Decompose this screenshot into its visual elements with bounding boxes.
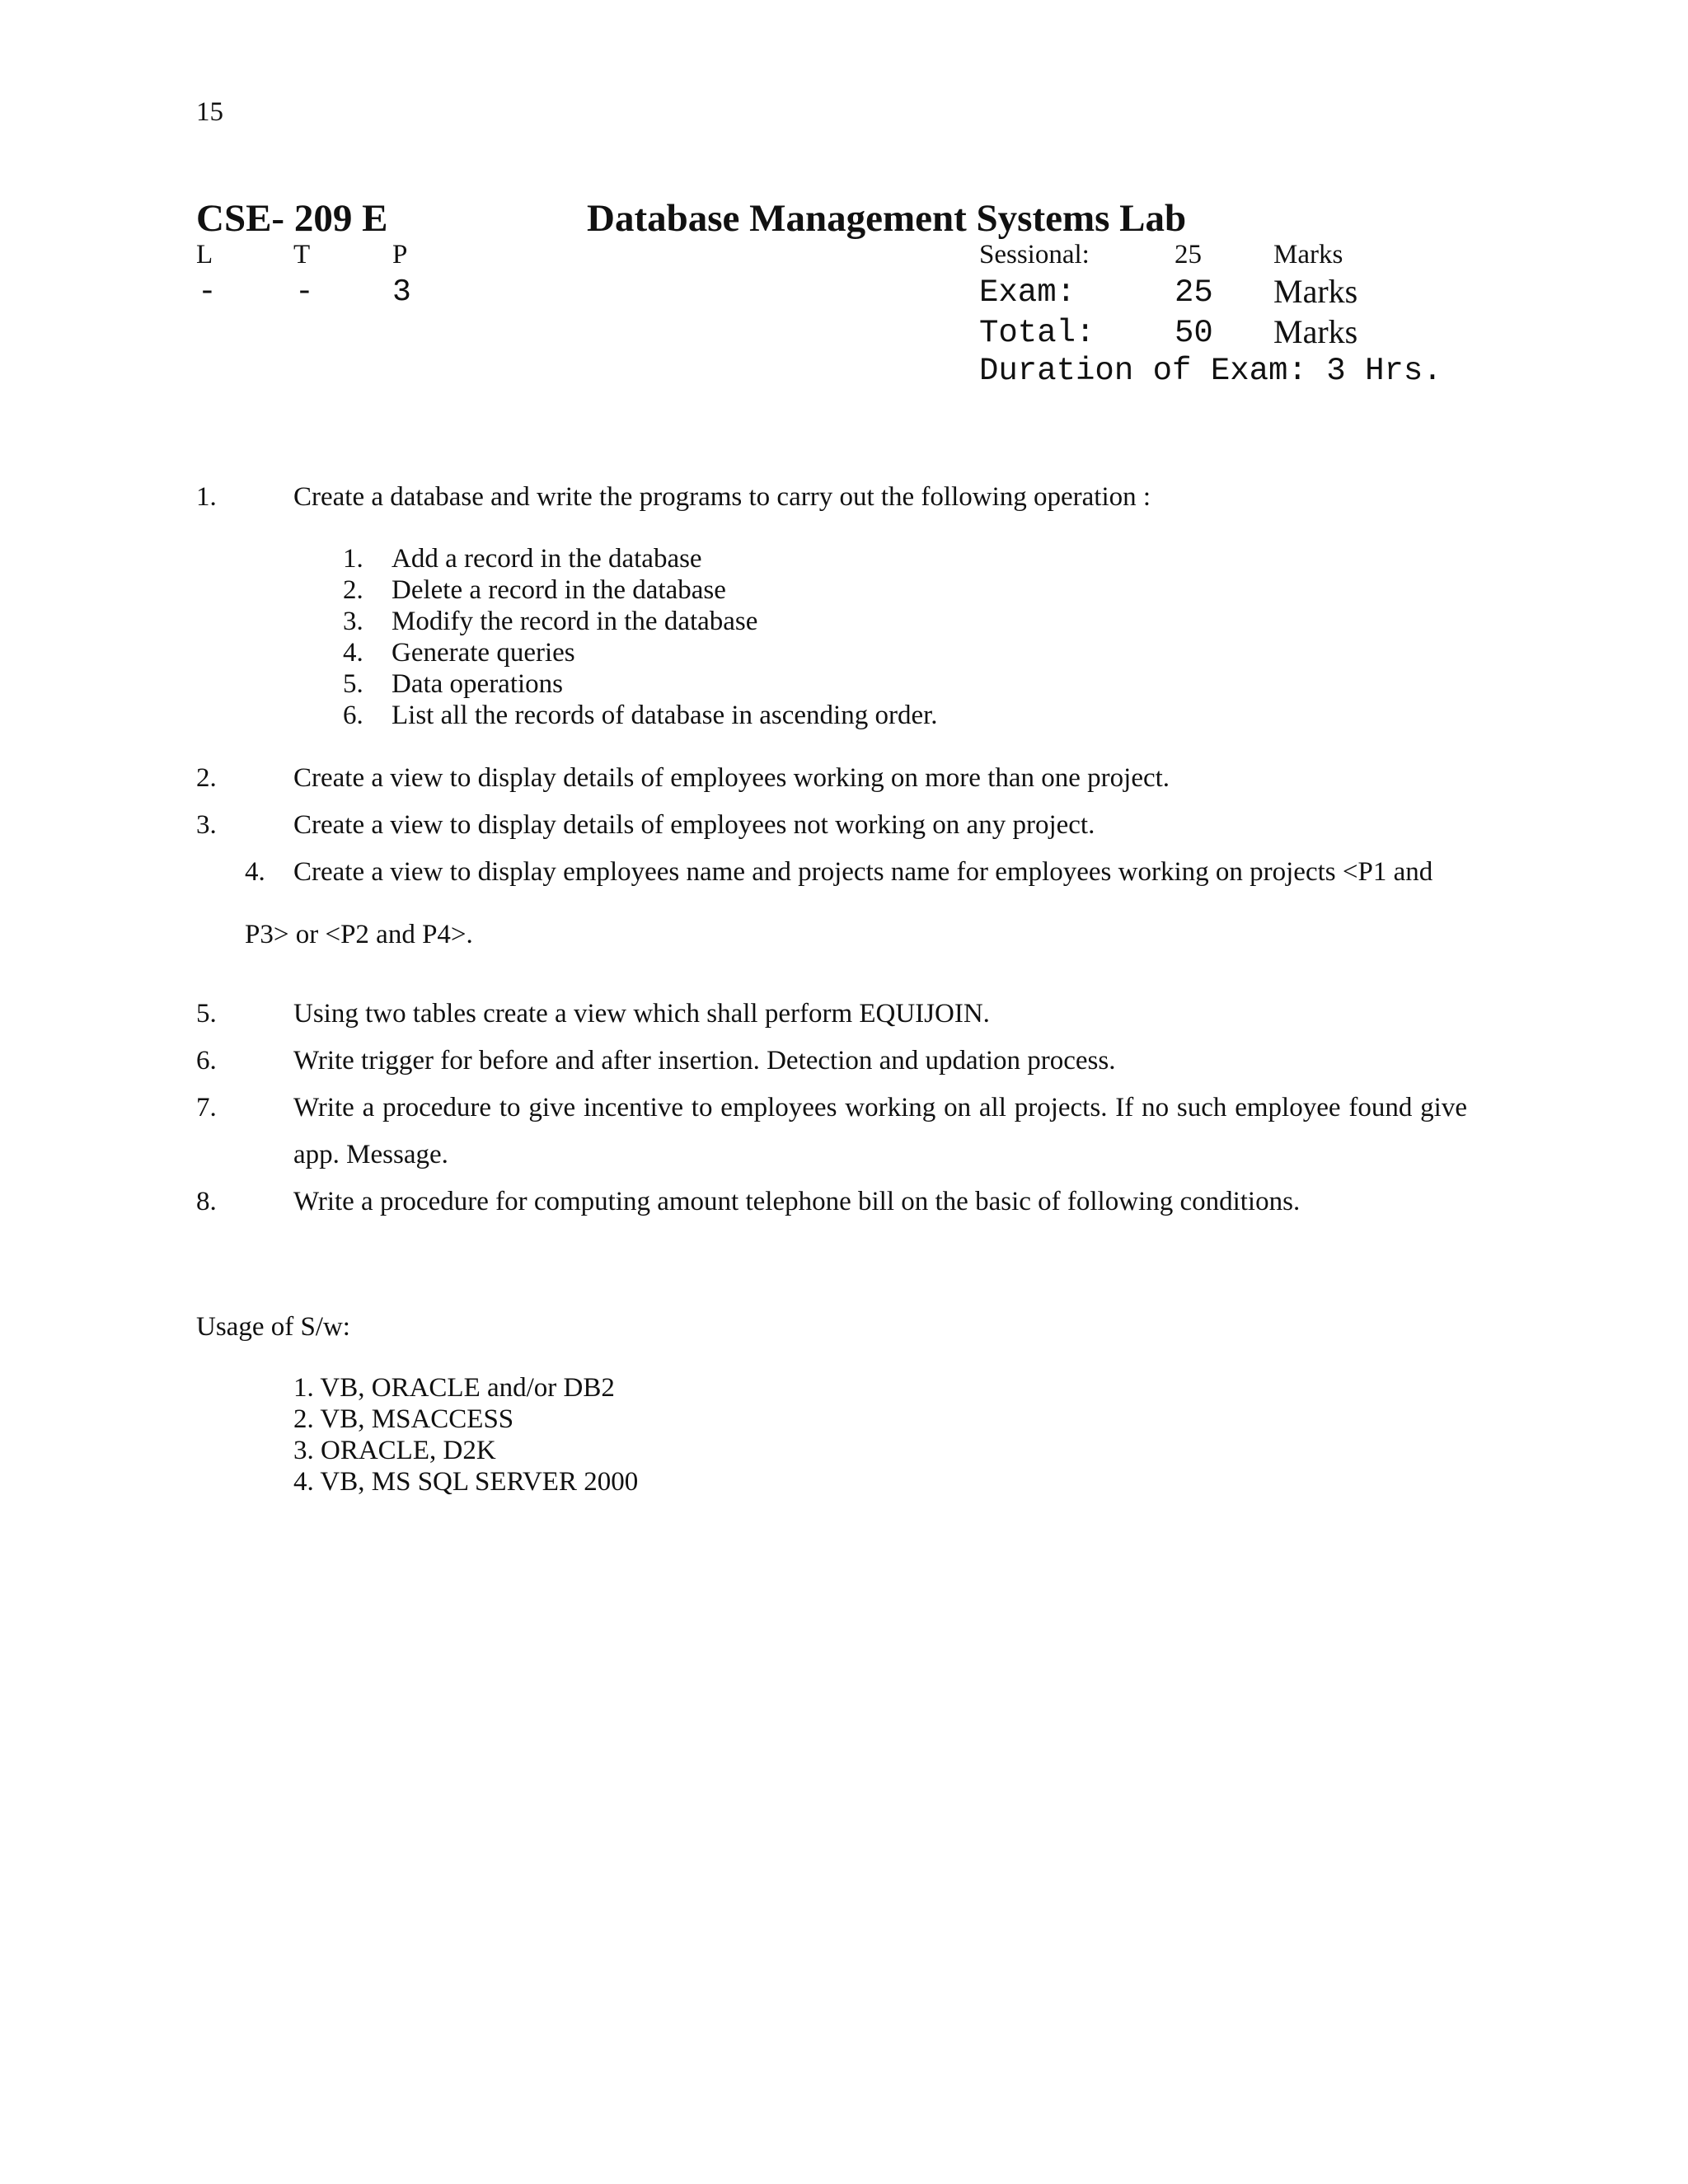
ltp-l-label: L: [196, 240, 213, 269]
software-item: 1. VB, ORACLE and/or DB2: [293, 1373, 615, 1403]
ltp-t-value: -: [295, 274, 314, 310]
list-item-number: 3.: [343, 607, 363, 636]
sessional-value: 25: [1175, 240, 1202, 269]
list-item: Generate queries: [392, 638, 575, 668]
course-title: Database Management Systems Lab: [587, 197, 1187, 240]
ltp-p-label: P: [392, 240, 408, 269]
total-value: 50: [1175, 315, 1213, 351]
experiment-number: 7.: [196, 1093, 217, 1122]
experiment-text-line-1: Create a view to display employees name and projects name for employees working on projects <P1 and: [293, 857, 1433, 887]
list-item-number: 1.: [343, 544, 363, 574]
page-number: 15: [196, 97, 223, 127]
sessional-unit: Marks: [1273, 240, 1343, 269]
total-unit: Marks: [1273, 313, 1358, 350]
list-item: Modify the record in the database: [392, 607, 758, 636]
software-item: 4. VB, MS SQL SERVER 2000: [293, 1467, 639, 1497]
experiment-number: 3.: [196, 810, 217, 840]
software-item: 3. ORACLE, D2K: [293, 1436, 496, 1465]
list-item: Delete a record in the database: [392, 575, 726, 605]
total-label: Total:: [979, 315, 1095, 351]
exam-unit: Marks: [1273, 273, 1358, 310]
list-item: Add a record in the database: [392, 544, 702, 574]
sessional-label: Sessional:: [979, 240, 1090, 269]
exam-value: 25: [1175, 274, 1213, 311]
exam-duration: Duration of Exam: 3 Hrs.: [979, 353, 1442, 389]
experiment-text-line-1: Write a procedure to give incentive to employees working on all projects. If no such employee found give: [293, 1093, 1467, 1122]
list-item-number: 5.: [343, 669, 363, 699]
experiment-text: Create a view to display details of employees working on more than one project.: [293, 763, 1170, 793]
software-item: 2. VB, MSACCESS: [293, 1404, 514, 1434]
experiment-number: 5.: [196, 999, 217, 1029]
software-heading: Usage of S/w:: [196, 1312, 350, 1342]
experiment-text: Write trigger for before and after insertion. Detection and updation process.: [293, 1046, 1116, 1076]
exam-label: Exam:: [979, 274, 1076, 311]
experiment-text-line-2: P3> or <P2 and P4>.: [245, 920, 473, 949]
experiment-number: 6.: [196, 1046, 217, 1076]
list-item: Data operations: [392, 669, 564, 699]
ltp-t-label: T: [293, 240, 311, 269]
experiment-text: Create a database and write the programs to carry out the following operation :: [293, 482, 1151, 512]
experiment-text: Using two tables create a view which shall perform EQUIJOIN.: [293, 999, 990, 1029]
course-code: CSE- 209 E: [196, 197, 388, 240]
ltp-l-value: -: [198, 274, 217, 310]
experiment-text: Write a procedure for computing amount telephone bill on the basic of following conditions.: [293, 1187, 1301, 1216]
experiment-number: 1.: [196, 482, 217, 512]
list-item-number: 6.: [343, 701, 363, 730]
experiment-number: 4.: [245, 857, 265, 887]
list-item-number: 2.: [343, 575, 363, 605]
experiment-number: 8.: [196, 1187, 217, 1216]
list-item-number: 4.: [343, 638, 363, 668]
experiment-number: 2.: [196, 763, 217, 793]
experiment-text-line-2: app. Message.: [293, 1140, 448, 1169]
ltp-p-value: 3: [392, 274, 411, 310]
list-item: List all the records of database in ascending order.: [392, 701, 938, 730]
experiment-text: Create a view to display details of employees not working on any project.: [293, 810, 1095, 840]
